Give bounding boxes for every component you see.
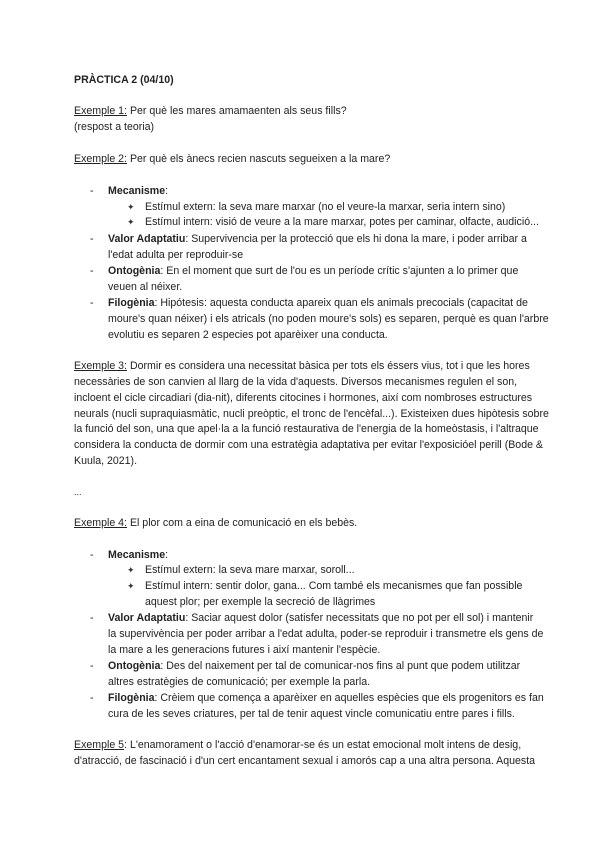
example-5-label: Exemple 5 xyxy=(74,739,125,751)
ex4-filogenia-cont: cura de les seves criatures, per tal de tenir aquest vincle comunicatiu entre pares i fills. xyxy=(108,708,515,720)
star-bullet-icon: ✦ xyxy=(127,202,135,212)
example-1-note: (respost a teoria) xyxy=(74,121,155,133)
bullet-dash: - xyxy=(90,185,94,197)
example-1-question: Exemple 1: Per què les mares amamaenten als seus fills? xyxy=(74,105,347,117)
bullet-dash: - xyxy=(90,265,94,277)
example-3-paragraph: Exemple 3: Dormir es considera una necessitat bàsica per tots els éssers vius, tot i que les hores xyxy=(74,360,530,372)
ex4-valor-adaptatiu: Valor Adaptatiu: Saciar aquest dolor (satisfer necessitats que no pot per ell sol) i mantenir xyxy=(108,612,534,624)
ex2-valor-adaptatiu: Valor Adaptatiu: Supervivencia per la protecció que els hi dona la mare, i poder arribar a xyxy=(108,233,527,245)
ex2-filogenia: Filogènia: Hipótesis: aquesta conducta apareix quan els animals precocials (capacitat de xyxy=(108,297,528,309)
ex2-mecanisme: Mecanisme: xyxy=(108,185,169,197)
ex4-ontogenia-cont: altres estratègies de comunicació; per exemple la parla. xyxy=(108,676,371,688)
example-3-line: neurals (nucli supraquiasmàtic, nucli preòptic, el tronc de l'encèfal...). Existeixen dues hipòtesis sobre xyxy=(74,408,549,420)
ex2-valor-adaptatiu-cont: l'edat adulta per reproduir-se xyxy=(108,249,244,261)
ex2-estimul-extern: Estímul extern: la seva mare marxar (no el veure-la marxar, seria intern sino) xyxy=(145,201,506,213)
bullet-dash: - xyxy=(90,660,94,672)
example-3-line: necessàries de son canvien al llarg de la vida d'aquests. Diversos mecanismes regulen el son, xyxy=(74,376,518,388)
example-3-line: la funció del son, una que apel·la a la funció restaurativa de l'energia de la homeòstasis, i l'altraque xyxy=(74,423,539,435)
ex4-estimul-intern-cont: aquest plor; per exemple la secreció de llàgrimes xyxy=(145,596,376,608)
example-5-line: d'atracció, de fascinació i d'un cert encantament sexual i amorós cap a una altra persona. Aquesta xyxy=(74,755,536,767)
ex2-ontogenia-cont: veuen al néixer. xyxy=(108,281,183,293)
ellipsis: ... xyxy=(74,487,82,497)
star-bullet-icon: ✦ xyxy=(127,581,135,591)
star-bullet-icon: ✦ xyxy=(127,217,135,227)
page-title: PRÀCTICA 2 (04/10) xyxy=(74,74,174,86)
ex2-filogenia-cont: moure's quan néixer) i els atricals (no poden moure's sols) es separen, perquè es quan l'arbre xyxy=(108,313,549,325)
ex4-filogenia: Filogènia: Crèiem que comença a aparèixer en aquelles espècies que els progenitors es fan xyxy=(108,692,544,704)
ex4-valor-adaptatiu-cont: la mare a les generacions futures i així mantenir l'espècie. xyxy=(108,644,381,656)
bullet-dash: - xyxy=(90,549,94,561)
ex2-ontogenia: Ontogènia: En el moment que surt de l'ou es un període crític s'ajunten a lo primer que xyxy=(108,265,519,277)
bullet-dash: - xyxy=(90,233,94,245)
example-3-label: Exemple 3: xyxy=(74,360,127,372)
bullet-dash: - xyxy=(90,297,94,309)
example-3-line: considera la conducta de dormir com una estratègia adaptativa per evitar l'exposicióel perill (Bode & xyxy=(74,439,543,451)
ex2-filogenia-cont: evolutiu es separen 2 especies pot aparèixer una conducta. xyxy=(108,329,388,341)
ex4-mecanisme: Mecanisme: xyxy=(108,549,169,561)
ex4-estimul-intern: Estímul intern: sentir dolor, gana... Com també els mecanismes que fan possible xyxy=(145,580,523,592)
example-3-line: incloent el cicle circadiari (dia-nit), diferents citocines i hormones, així com nombroses estructures xyxy=(74,392,533,404)
example-4-question: Exemple 4: El plor com a eina de comunicació en els bebès. xyxy=(74,517,358,529)
example-2-label: Exemple 2: xyxy=(74,153,127,165)
example-1-label: Exemple 1: xyxy=(74,105,127,117)
example-5-paragraph: Exemple 5: L'enamorament o l'acció d'enamorar-se és un estat emocional molt intens de desig, xyxy=(74,739,522,751)
ex2-estimul-intern: Estímul intern: visió de veure a la mare marxar, potes per caminar, olfacte, audició... xyxy=(145,216,539,228)
example-4-label: Exemple 4: xyxy=(74,517,127,529)
ex4-ontogenia: Ontogènia: Des del naixement per tal de comunicar-nos fins al punt que podem utilitzar xyxy=(108,660,521,672)
star-bullet-icon: ✦ xyxy=(127,565,135,575)
example-3-line: Kuula, 2021). xyxy=(74,455,138,467)
bullet-dash: - xyxy=(90,612,94,624)
ex4-estimul-extern: Estímul extern: la seva mare marxar, soroll... xyxy=(145,564,355,576)
example-2-question: Exemple 2: Per què els ànecs recien nascuts segueixen a la mare? xyxy=(74,153,391,165)
ex4-valor-adaptatiu-cont: la supervivència per poder arribar a l'edat adulta, poder-se reproduir i transmetre els gens de xyxy=(108,628,544,640)
bullet-dash: - xyxy=(90,692,94,704)
